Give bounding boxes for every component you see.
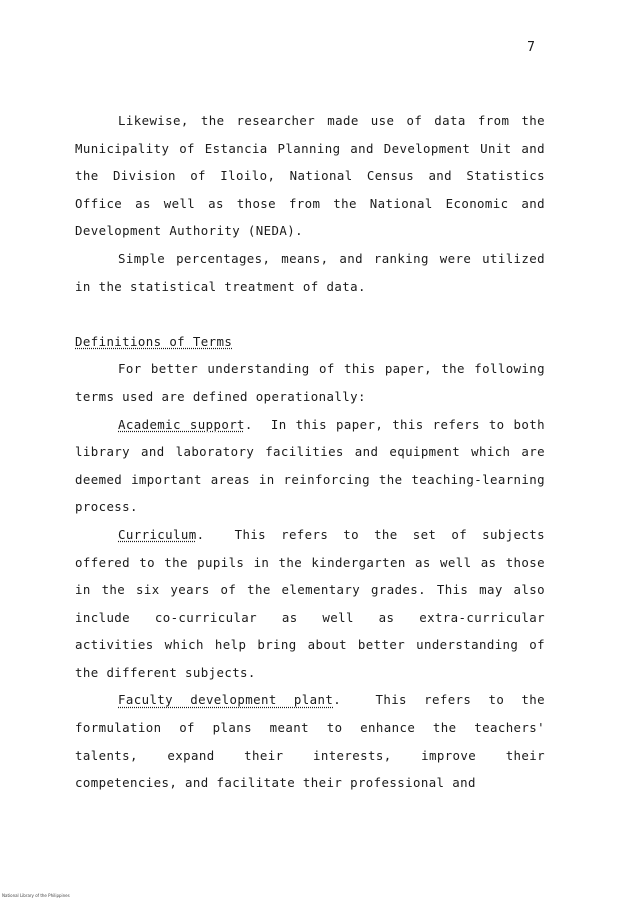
definition-academic-support: Academic support. In this paper, this refers to both library and laboratory facilities and equipment which are deemed important areas in reinforcing the teaching-learning process. bbox=[75, 416, 545, 515]
definition-text: This refers to the set of subjects offered to the pupils in the kindergarten as well as those in the six years of the elementary grades. This may also include co-curricular as well as extra-curricular activities which help bring about better understanding of the different subjects. bbox=[75, 526, 545, 680]
page-number: 7 bbox=[527, 40, 535, 55]
term-academic-support: Academic support bbox=[118, 416, 245, 432]
definition-text: This refers to the formulation of plans meant to enhance the teachers' talents, expand their interests, improve their competencies, and facilitate their professional and bbox=[75, 692, 545, 791]
term-faculty-development-plant: Faculty development plant bbox=[118, 692, 334, 708]
paragraph-statistics: Simple percentages, means, and ranking were utilized in the statistical treatment of data. bbox=[75, 250, 545, 294]
paragraph-gap bbox=[75, 300, 545, 328]
definition-curriculum: Curriculum. This refers to the set of subjects offered to the pupils in the kindergarten as well as those in the six years of the elementary grades. This may also include co-curricular as well as extra-curricular activities which help bring about better understanding of the different subjects. bbox=[75, 526, 545, 680]
definition-text: In this paper, this refers to both library and laboratory facilities and equipment which are deemed important areas in reinforcing the teaching-learning process. bbox=[75, 416, 545, 515]
footer-watermark: National Library of the Philippines bbox=[2, 893, 70, 898]
paragraph-definitions-intro: For better understanding of this paper, the following terms used are defined operationally: bbox=[75, 361, 545, 404]
definition-faculty-development-plant: Faculty development plant. This refers to the formulation of plans meant to enhance the teachers' talents, expand their interests, improve their competencies, and facilitate their professional and bbox=[75, 692, 545, 791]
section-heading: Definitions of Terms bbox=[75, 333, 233, 349]
term-curriculum: Curriculum bbox=[118, 526, 197, 542]
body-text bbox=[75, 107, 545, 797]
paragraph-data-sources: Likewise, the researcher made use of data from the Municipality of Estancia Planning and Development Unit and the Division of Iloilo, National Census and Statistics Office as well as those from the National Economic and Development Authority (NEDA). bbox=[75, 113, 545, 239]
